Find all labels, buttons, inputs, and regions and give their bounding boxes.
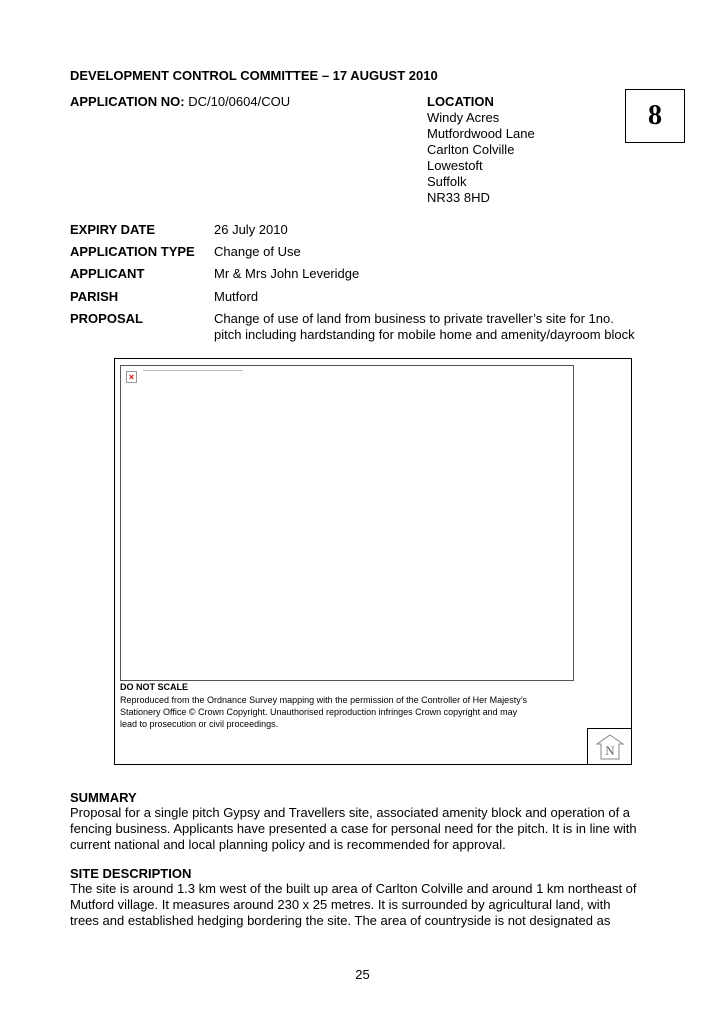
location-block: [427, 94, 535, 206]
site-description-heading: SITE DESCRIPTION: [70, 866, 192, 881]
north-label: N: [605, 743, 615, 758]
summary-line: current national and local planning policy and is recommended for approval.: [70, 837, 506, 852]
do-not-scale-label: DO NOT SCALE: [120, 682, 189, 692]
detail-label: PROPOSAL: [70, 311, 143, 326]
summary-text: [70, 805, 656, 853]
page-number: 25: [355, 967, 370, 982]
detail-label: PARISH: [70, 289, 119, 304]
location-line: NR33 8HD: [427, 190, 490, 205]
broken-image-icon: ×: [126, 371, 137, 383]
location-label: LOCATION: [427, 94, 494, 109]
detail-value: Change of Use: [214, 244, 301, 259]
north-arrow-icon: [588, 729, 632, 765]
summary-line: Proposal for a single pitch Gypsy and Travellers site, associated amenity block and operation of a: [70, 805, 631, 820]
location-line: Suffolk: [427, 174, 467, 189]
location-line: Lowestoft: [427, 158, 483, 173]
proposal-line: Change of use of land from business to private traveller’s site for 1no.: [214, 311, 614, 326]
location-line: Carlton Colville: [427, 142, 515, 157]
proposal-line: pitch including hardstanding for mobile home and amenity/dayroom block: [214, 327, 635, 342]
copyright-line: lead to prosecution or civil proceedings.: [120, 719, 279, 729]
proposal-text: [214, 311, 635, 343]
map-caption-line: [143, 370, 243, 371]
location-line: Windy Acres: [427, 110, 500, 125]
committee-title: DEVELOPMENT CONTROL COMMITTEE – 17 AUGUST 2010: [70, 68, 438, 83]
detail-value: 26 July 2010: [214, 222, 288, 237]
application-number: [70, 94, 290, 110]
detail-label: APPLICATION TYPE: [70, 244, 195, 259]
agenda-item-number: 8: [625, 89, 685, 143]
map-image-area: [120, 365, 574, 681]
application-number-label: APPLICATION NO:: [70, 94, 185, 109]
site-description-line: trees and established hedging bordering the site. The area of countryside is not designated as: [70, 913, 611, 928]
detail-value: Mr & Mrs John Leveridge: [214, 266, 360, 281]
copyright-line: Stationery Office © Crown Copyright. Unauthorised reproduction infringes Crown copyright and may: [120, 707, 518, 717]
site-description-text: [70, 881, 656, 929]
copyright-notice: [120, 694, 570, 730]
summary-line: fencing business. Applicants have presented a case for personal need for the pitch. It is in line with: [70, 821, 637, 836]
site-description-line: Mutford village. It measures around 230 x 25 metres. It is surrounded by agricultural land, with: [70, 897, 611, 912]
detail-label: APPLICANT: [70, 266, 145, 281]
summary-heading: SUMMARY: [70, 790, 137, 805]
north-arrow-box: [587, 728, 632, 765]
detail-value: Mutford: [214, 289, 259, 304]
location-line: Mutfordwood Lane: [427, 126, 535, 141]
detail-label: EXPIRY DATE: [70, 222, 156, 237]
copyright-line: Reproduced from the Ordnance Survey mapping with the permission of the Controller of Her Majesty’s: [120, 695, 528, 705]
application-number-value: DC/10/0604/COU: [188, 94, 291, 109]
site-description-line: The site is around 1.3 km west of the built up area of Carlton Colville and around 1 km northeast of: [70, 881, 637, 896]
